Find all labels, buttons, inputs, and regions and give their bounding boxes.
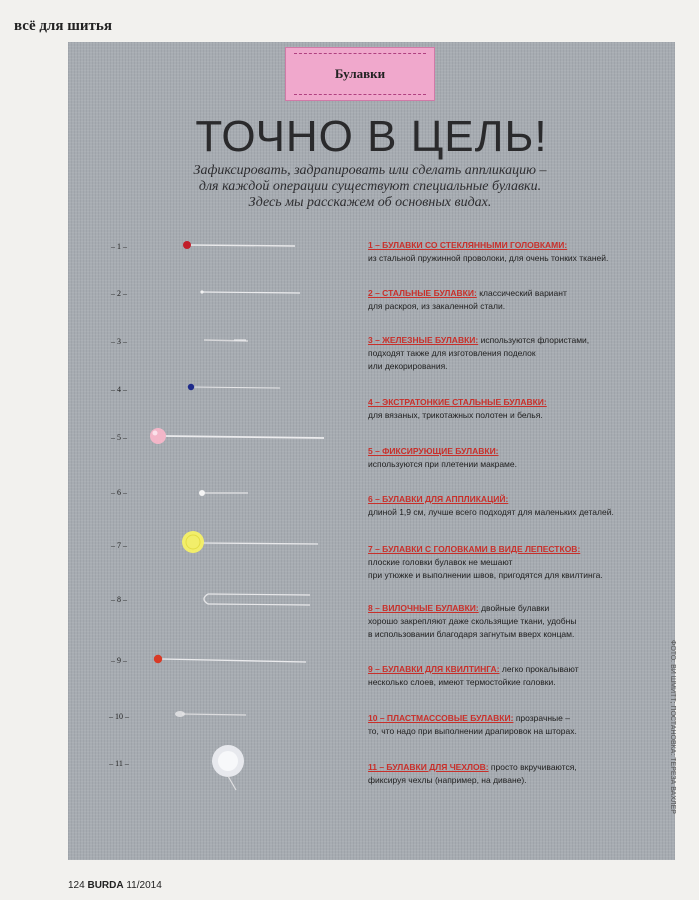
pin-description-line: классический вариант bbox=[479, 288, 567, 298]
pin-description-title: 4 – ЭКСТРАТОНКИЕ СТАЛЬНЫЕ БУЛАВКИ: bbox=[368, 397, 547, 407]
pin-6-applique bbox=[199, 490, 248, 496]
page-footer bbox=[68, 880, 162, 891]
pin-description-line: просто вкручиваются, bbox=[490, 762, 577, 772]
pin-description-title: 8 – ВИЛОЧНЫЕ БУЛАВКИ: bbox=[368, 603, 479, 613]
category-tag: Булавки bbox=[285, 47, 435, 101]
pin-description bbox=[368, 287, 668, 313]
pin-number: – 6 – bbox=[102, 488, 136, 497]
pin-description bbox=[368, 663, 668, 689]
pin-description-line: несколько слоев, имеют термостойкие головки. bbox=[368, 677, 556, 687]
pin-5-fixing bbox=[150, 428, 324, 444]
pin-3-iron bbox=[204, 340, 248, 341]
photo-credit: ФОТО: ВИ ШМИТТ; ПОСТАНОВКА: ТЕРЕЗА ВАХЛЕР bbox=[669, 640, 676, 814]
pin-description bbox=[368, 334, 668, 373]
pin-2-steel bbox=[200, 290, 300, 293]
section-title: всё для шитья bbox=[14, 18, 112, 34]
pin-8-fork bbox=[204, 594, 310, 605]
pin-9-quilting bbox=[154, 655, 306, 663]
pin-description bbox=[368, 239, 668, 265]
pin-number: – 10 – bbox=[102, 712, 136, 721]
pin-description-line: или декорирования. bbox=[368, 361, 448, 371]
pin-description-line: длиной 1,9 см, лучше всего подходят для маленьких деталей. bbox=[368, 507, 614, 517]
subtitle-line: Зафиксировать, задрапировать или сделать аппликацию – bbox=[193, 163, 547, 178]
pin-number: – 8 – bbox=[102, 595, 136, 604]
page-number: 124 bbox=[68, 880, 85, 891]
pin-description bbox=[368, 396, 668, 422]
pin-description-line: то, что надо при выполнении драпировок на шторах. bbox=[368, 726, 577, 736]
pin-description-line: из стальной пружинной проволоки, для очень тонких тканей. bbox=[368, 253, 609, 263]
pin-7-petal-head bbox=[182, 531, 318, 553]
issue-number: 11/2014 bbox=[126, 880, 162, 891]
pin-number: – 7 – bbox=[102, 541, 136, 550]
pin-11-upholstery bbox=[212, 745, 244, 790]
subtitle bbox=[120, 163, 620, 211]
pin-number: – 4 – bbox=[102, 385, 136, 394]
pin-description-title: 10 – ПЛАСТМАССОВЫЕ БУЛАВКИ: bbox=[368, 713, 514, 723]
pin-description-line: фиксируя чехлы (например, на диване). bbox=[368, 775, 527, 785]
pin-description-line: подходят также для изготовления поделок bbox=[368, 348, 536, 358]
pin-description-line: в использовании благодаря загнутым вверх концам. bbox=[368, 629, 575, 639]
subtitle-line: для каждой операции существуют специальные булавки. bbox=[198, 179, 542, 194]
pin-description-line: для вязаных, трикотажных полотен и белья. bbox=[368, 410, 543, 420]
pin-description bbox=[368, 761, 668, 787]
pin-description-line: для раскроя, из закаленной стали. bbox=[368, 301, 506, 311]
pin-number: – 5 – bbox=[102, 433, 136, 442]
pin-4-extra-thin bbox=[188, 384, 280, 390]
pin-description-title: 5 – ФИКСИРУЮЩИЕ БУЛАВКИ: bbox=[368, 446, 499, 456]
pin-description-line: используются флористами, bbox=[480, 335, 590, 345]
pin-number: – 1 – bbox=[102, 242, 136, 251]
pin-description-title: 3 – ЖЕЛЕЗНЫЕ БУЛАВКИ: bbox=[368, 335, 479, 345]
pin-description-line: легко прокалывают bbox=[501, 664, 579, 674]
pin-description-line: плоские головки булавок не мешают bbox=[368, 557, 513, 567]
pin-description-line: используются при плетении макраме. bbox=[368, 459, 517, 469]
pin-description bbox=[368, 712, 668, 738]
pin-description-line: двойные булавки bbox=[481, 603, 550, 613]
pin-number: – 3 – bbox=[102, 337, 136, 346]
pin-description-title: 2 – СТАЛЬНЫЕ БУЛАВКИ: bbox=[368, 288, 477, 298]
pin-description-line: при утюжке и выполнении швов, пригодятся для квилтинга. bbox=[368, 570, 603, 580]
pin-number: – 9 – bbox=[102, 656, 136, 665]
pin-description-title: 11 – БУЛАВКИ ДЛЯ ЧЕХЛОВ: bbox=[368, 762, 489, 772]
pin-number: – 2 – bbox=[102, 289, 136, 298]
pin-description-line: хорошо закрепляют даже скользящие ткани, удобны bbox=[368, 616, 577, 626]
pin-1-glass-head bbox=[183, 241, 295, 249]
pin-description-title: 6 – БУЛАВКИ ДЛЯ АППЛИКАЦИЙ: bbox=[368, 494, 509, 504]
pin-description bbox=[368, 543, 668, 582]
headline: ТОЧНО В ЦЕЛЬ! bbox=[195, 112, 548, 161]
pin-description-line: прозрачные – bbox=[515, 713, 570, 723]
pin-description-title: 9 – БУЛАВКИ ДЛЯ КВИЛТИНГА: bbox=[368, 664, 500, 674]
pin-description-title: 1 – БУЛАВКИ СО СТЕКЛЯННЫМИ ГОЛОВКАМИ: bbox=[368, 240, 568, 250]
pin-number: – 11 – bbox=[102, 759, 136, 768]
pin-description bbox=[368, 445, 668, 471]
pin-description bbox=[368, 602, 668, 641]
pin-description-title: 7 – БУЛАВКИ С ГОЛОВКАМИ В ВИДЕ ЛЕПЕСТКОВ: bbox=[368, 544, 581, 554]
pin-description bbox=[368, 493, 668, 519]
subtitle-line: Здесь мы расскажем об основных видах. bbox=[248, 195, 492, 210]
pin-10-plastic bbox=[175, 711, 246, 717]
magazine-brand: BURDA bbox=[87, 880, 124, 891]
pins-illustration bbox=[140, 220, 340, 800]
